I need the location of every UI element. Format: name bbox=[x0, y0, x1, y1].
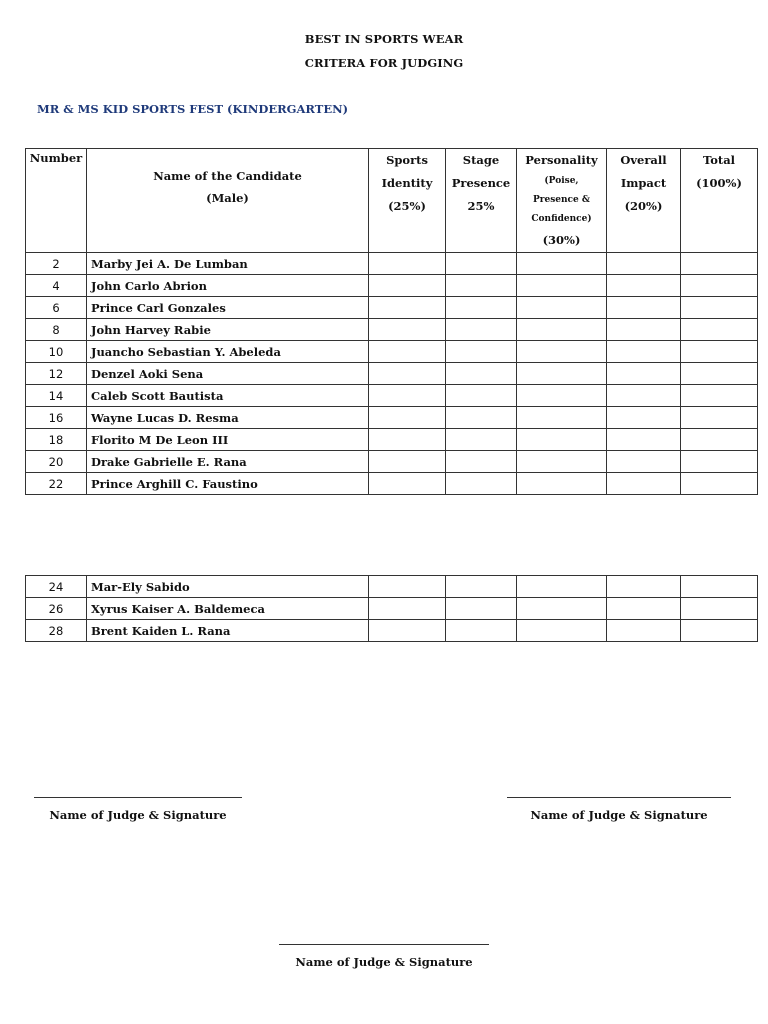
score-stage-presence-cell[interactable] bbox=[446, 620, 517, 642]
score-personality-cell[interactable] bbox=[517, 253, 607, 275]
score-total-cell[interactable] bbox=[681, 451, 758, 473]
table-row bbox=[26, 363, 758, 385]
score-stage-presence-cell[interactable] bbox=[446, 319, 517, 341]
table-row bbox=[26, 275, 758, 297]
header-stage-presence-line3: 25% bbox=[467, 199, 495, 213]
candidate-name: Denzel Aoki Sena bbox=[87, 363, 369, 385]
header-total-line1: Total bbox=[702, 153, 736, 167]
score-personality-cell[interactable] bbox=[517, 620, 607, 642]
candidate-number: 18 bbox=[26, 429, 87, 451]
score-overall-impact-cell[interactable] bbox=[607, 576, 681, 598]
candidate-name: John Carlo Abrion bbox=[87, 275, 369, 297]
score-sports-identity-cell[interactable] bbox=[369, 407, 446, 429]
table-row bbox=[26, 341, 758, 363]
score-personality-cell[interactable] bbox=[517, 429, 607, 451]
score-personality-cell[interactable] bbox=[517, 451, 607, 473]
score-total-cell[interactable] bbox=[681, 319, 758, 341]
table-row bbox=[26, 620, 758, 642]
score-sports-identity-cell[interactable] bbox=[369, 319, 446, 341]
score-sports-identity-cell[interactable] bbox=[369, 275, 446, 297]
header-personality-line3: Presence & bbox=[532, 195, 591, 205]
score-sports-identity-cell[interactable] bbox=[369, 620, 446, 642]
candidate-number: 12 bbox=[26, 363, 87, 385]
judge-signature-label-left: Name of Judge & Signature bbox=[49, 808, 227, 822]
score-sports-identity-cell[interactable] bbox=[369, 598, 446, 620]
score-sports-identity-cell[interactable] bbox=[369, 473, 446, 495]
document-title: BEST IN SPORTS WEAR bbox=[304, 32, 464, 46]
score-overall-impact-cell[interactable] bbox=[607, 385, 681, 407]
header-personality-line5: (30%) bbox=[542, 233, 581, 247]
candidate-number: 8 bbox=[26, 319, 87, 341]
score-total-cell[interactable] bbox=[681, 620, 758, 642]
score-total-cell[interactable] bbox=[681, 341, 758, 363]
judge-signature-label-right: Name of Judge & Signature bbox=[530, 808, 708, 822]
score-total-cell[interactable] bbox=[681, 385, 758, 407]
score-total-cell[interactable] bbox=[681, 253, 758, 275]
score-total-cell[interactable] bbox=[681, 407, 758, 429]
header-overall-impact-line1: Overall bbox=[620, 153, 667, 167]
table-row bbox=[26, 385, 758, 407]
score-stage-presence-cell[interactable] bbox=[446, 429, 517, 451]
table-row bbox=[26, 473, 758, 495]
score-overall-impact-cell[interactable] bbox=[607, 473, 681, 495]
table-row bbox=[26, 576, 758, 598]
score-personality-cell[interactable] bbox=[517, 407, 607, 429]
candidate-name: John Harvey Rabie bbox=[87, 319, 369, 341]
header-personality-line2: (Poise, bbox=[544, 176, 579, 186]
candidate-number: 22 bbox=[26, 473, 87, 495]
score-sports-identity-cell[interactable] bbox=[369, 253, 446, 275]
header-overall-impact bbox=[607, 149, 681, 253]
table-row bbox=[26, 451, 758, 473]
header-candidate-name bbox=[87, 149, 369, 253]
score-stage-presence-cell[interactable] bbox=[446, 385, 517, 407]
score-sports-identity-cell[interactable] bbox=[369, 576, 446, 598]
score-personality-cell[interactable] bbox=[517, 598, 607, 620]
score-total-cell[interactable] bbox=[681, 576, 758, 598]
score-stage-presence-cell[interactable] bbox=[446, 598, 517, 620]
candidate-number: 2 bbox=[26, 253, 87, 275]
score-overall-impact-cell[interactable] bbox=[607, 297, 681, 319]
candidate-name: Brent Kaiden L. Rana bbox=[87, 620, 369, 642]
header-row bbox=[26, 149, 758, 253]
candidate-name: Prince Arghill C. Faustino bbox=[87, 473, 369, 495]
header-number bbox=[26, 149, 87, 253]
header-personality-line1: Personality bbox=[525, 153, 598, 167]
candidate-name: Prince Carl Gonzales bbox=[87, 297, 369, 319]
judge-signature-line-bottom[interactable] bbox=[279, 944, 489, 945]
table-body-part2 bbox=[26, 576, 758, 642]
header-overall-impact-line3: (20%) bbox=[624, 199, 663, 213]
score-overall-impact-cell[interactable] bbox=[607, 253, 681, 275]
score-personality-cell[interactable] bbox=[517, 385, 607, 407]
score-personality-cell[interactable] bbox=[517, 363, 607, 385]
score-personality-cell[interactable] bbox=[517, 319, 607, 341]
header-name-line1: Name of the Candidate bbox=[153, 169, 302, 183]
scoring-table-continued bbox=[25, 575, 758, 642]
header-sports-identity-line2: Identity bbox=[381, 176, 433, 190]
judge-signature-line-left[interactable] bbox=[34, 797, 242, 798]
table-row bbox=[26, 407, 758, 429]
header-number-text: Number bbox=[29, 151, 83, 165]
score-stage-presence-cell[interactable] bbox=[446, 576, 517, 598]
score-stage-presence-cell[interactable] bbox=[446, 297, 517, 319]
candidate-name: Juancho Sebastian Y. Abeleda bbox=[87, 341, 369, 363]
score-stage-presence-cell[interactable] bbox=[446, 275, 517, 297]
score-total-cell[interactable] bbox=[681, 429, 758, 451]
header-personality-line4: Confidence) bbox=[531, 214, 592, 224]
header-personality bbox=[517, 149, 607, 253]
header-total-line2: (100%) bbox=[696, 176, 742, 190]
score-personality-cell[interactable] bbox=[517, 576, 607, 598]
score-stage-presence-cell[interactable] bbox=[446, 407, 517, 429]
candidate-number: 26 bbox=[26, 598, 87, 620]
score-stage-presence-cell[interactable] bbox=[446, 451, 517, 473]
score-overall-impact-cell[interactable] bbox=[607, 275, 681, 297]
judge-signature-line-right[interactable] bbox=[507, 797, 731, 798]
score-sports-identity-cell[interactable] bbox=[369, 297, 446, 319]
score-overall-impact-cell[interactable] bbox=[607, 319, 681, 341]
scoring-table bbox=[25, 148, 758, 495]
table-body-part1 bbox=[26, 253, 758, 495]
score-sports-identity-cell[interactable] bbox=[369, 451, 446, 473]
score-sports-identity-cell[interactable] bbox=[369, 429, 446, 451]
score-stage-presence-cell[interactable] bbox=[446, 253, 517, 275]
score-personality-cell[interactable] bbox=[517, 297, 607, 319]
candidate-number: 16 bbox=[26, 407, 87, 429]
candidate-number: 20 bbox=[26, 451, 87, 473]
score-sports-identity-cell[interactable] bbox=[369, 385, 446, 407]
header-stage-presence-line1: Stage bbox=[462, 153, 500, 167]
score-overall-impact-cell[interactable] bbox=[607, 363, 681, 385]
score-overall-impact-cell[interactable] bbox=[607, 341, 681, 363]
event-title: MR & MS KID SPORTS FEST (KINDERGARTEN) bbox=[37, 102, 349, 116]
candidate-name: Xyrus Kaiser A. Baldemeca bbox=[87, 598, 369, 620]
candidate-number: 10 bbox=[26, 341, 87, 363]
score-overall-impact-cell[interactable] bbox=[607, 429, 681, 451]
candidate-name: Drake Gabrielle E. Rana bbox=[87, 451, 369, 473]
header-stage-presence bbox=[446, 149, 517, 253]
header-overall-impact-line2: Impact bbox=[620, 176, 667, 190]
candidate-name: Caleb Scott Bautista bbox=[87, 385, 369, 407]
score-total-cell[interactable] bbox=[681, 473, 758, 495]
score-sports-identity-cell[interactable] bbox=[369, 341, 446, 363]
header-sports-identity bbox=[369, 149, 446, 253]
header-sports-identity-line3: (25%) bbox=[388, 199, 426, 213]
candidate-number: 28 bbox=[26, 620, 87, 642]
score-overall-impact-cell[interactable] bbox=[607, 620, 681, 642]
score-overall-impact-cell[interactable] bbox=[607, 407, 681, 429]
score-personality-cell[interactable] bbox=[517, 473, 607, 495]
candidate-number: 14 bbox=[26, 385, 87, 407]
table-row bbox=[26, 253, 758, 275]
score-overall-impact-cell[interactable] bbox=[607, 598, 681, 620]
score-overall-impact-cell[interactable] bbox=[607, 451, 681, 473]
score-total-cell[interactable] bbox=[681, 275, 758, 297]
score-stage-presence-cell[interactable] bbox=[446, 341, 517, 363]
judge-signature-label-bottom: Name of Judge & Signature bbox=[295, 955, 473, 969]
candidate-name: Mar-Ely Sabido bbox=[87, 576, 369, 598]
score-total-cell[interactable] bbox=[681, 363, 758, 385]
score-total-cell[interactable] bbox=[681, 598, 758, 620]
header-stage-presence-line2: Presence bbox=[451, 176, 511, 190]
score-personality-cell[interactable] bbox=[517, 341, 607, 363]
score-sports-identity-cell[interactable] bbox=[369, 363, 446, 385]
candidate-number: 24 bbox=[26, 576, 87, 598]
score-stage-presence-cell[interactable] bbox=[446, 363, 517, 385]
candidate-number: 6 bbox=[26, 297, 87, 319]
score-stage-presence-cell[interactable] bbox=[446, 473, 517, 495]
score-total-cell[interactable] bbox=[681, 297, 758, 319]
header-name-line2: (Male) bbox=[206, 191, 249, 205]
table-row bbox=[26, 297, 758, 319]
table-row bbox=[26, 598, 758, 620]
candidate-name: Marby Jei A. De Lumban bbox=[87, 253, 369, 275]
document-subtitle-criteria: CRITERA FOR JUDGING bbox=[304, 56, 464, 70]
table-row bbox=[26, 429, 758, 451]
header-sports-identity-line1: Sports bbox=[386, 153, 428, 167]
candidate-name: Florito M De Leon III bbox=[87, 429, 369, 451]
score-personality-cell[interactable] bbox=[517, 275, 607, 297]
candidate-number: 4 bbox=[26, 275, 87, 297]
candidate-name: Wayne Lucas D. Resma bbox=[87, 407, 369, 429]
table-row bbox=[26, 319, 758, 341]
header-total bbox=[681, 149, 758, 253]
